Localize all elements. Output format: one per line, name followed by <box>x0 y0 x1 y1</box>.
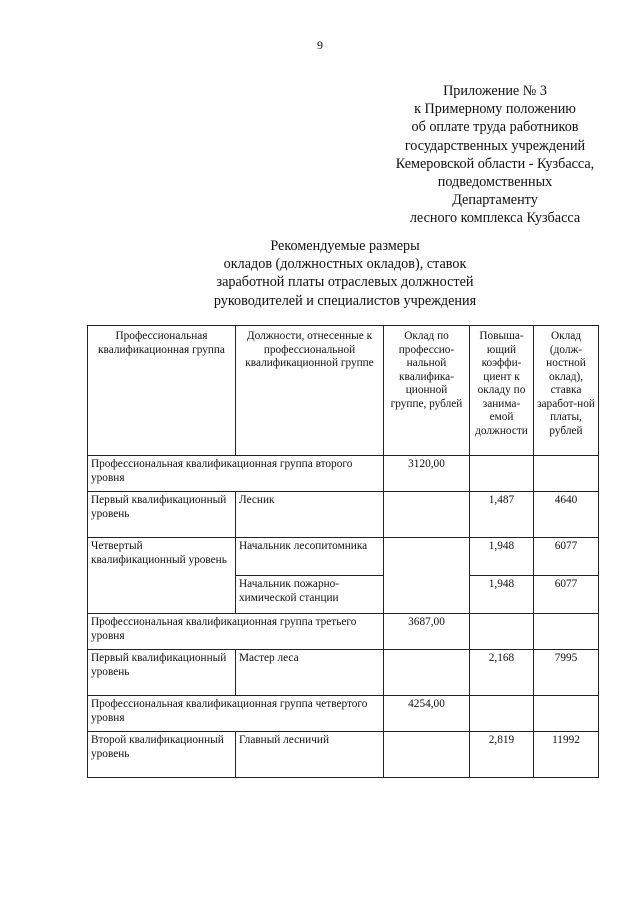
salary-value: 4640 <box>534 492 599 538</box>
empty-cell <box>384 732 470 778</box>
empty-cell <box>534 614 599 650</box>
appendix-line: к Примерному положению <box>414 101 576 118</box>
position-name: Главный лесничий <box>236 732 384 778</box>
header-position-salary: Оклад (долж-ностной оклад), ставка заработ-ной платы, рублей <box>534 326 599 456</box>
salary-table <box>87 325 599 778</box>
empty-cell <box>384 492 470 538</box>
table-row <box>88 492 599 538</box>
appendix-block <box>370 82 620 228</box>
empty-cell <box>384 538 470 614</box>
appendix-line: Кемеровской области - Кузбасса, <box>395 155 595 172</box>
appendix-line: подведомственных <box>437 174 553 191</box>
empty-cell <box>534 696 599 732</box>
title-line: руководителей и специалистов учреждения <box>213 292 477 309</box>
qualification-level: Второй квалификационный уровень <box>88 732 236 778</box>
salary-value: 6077 <box>534 538 599 576</box>
appendix-line: государственных учреждений <box>404 137 586 154</box>
header-positions: Должности, отнесенные к профессиональной квалификационной группе <box>236 326 384 456</box>
position-name: Начальник пожарно-химической станции <box>236 576 384 614</box>
coefficient-value: 1,948 <box>470 538 534 576</box>
appendix-line: Приложение № 3 <box>443 83 547 99</box>
header-base-salary: Оклад по профессио-нальной квалифика-ционной группе, рублей <box>384 326 470 456</box>
appendix-line: Департаменту <box>452 192 538 209</box>
coefficient-value: 2,819 <box>470 732 534 778</box>
empty-cell <box>470 614 534 650</box>
header-coefficient: Повыша-ющий коэффи-циент к окладу по занима-емой должности <box>470 326 534 456</box>
coefficient-value: 2,168 <box>470 650 534 696</box>
group-row-level-3 <box>88 614 599 650</box>
position-name: Мастер леса <box>236 650 384 696</box>
header-qualification-group: Профессиональная квалификационная группа <box>88 326 236 456</box>
group-name: Профессиональная квалификационная группа четвертого уровня <box>88 696 384 732</box>
appendix-line: об оплате труда работников <box>411 119 579 136</box>
group-base-salary: 4254,00 <box>384 696 470 732</box>
coefficient-value: 1,948 <box>470 576 534 614</box>
group-name: Профессиональная квалификационная группа второго уровня <box>88 456 384 492</box>
salary-value: 11992 <box>534 732 599 778</box>
appendix-line: лесного комплекса Кузбасса <box>409 210 581 227</box>
group-base-salary: 3120,00 <box>384 456 470 492</box>
title-line: заработной платы отраслевых должностей <box>216 274 474 291</box>
coefficient-value: 1,487 <box>470 492 534 538</box>
title-line: Рекомендуемые размеры <box>270 238 420 254</box>
qualification-level: Четвертый квалификационный уровень <box>88 538 236 614</box>
group-name: Профессиональная квалификационная группа третьего уровня <box>88 614 384 650</box>
page-number: 9 <box>317 38 323 52</box>
position-name: Лесник <box>236 492 384 538</box>
qualification-level: Первый квалификационный уровень <box>88 650 236 696</box>
group-base-salary: 3687,00 <box>384 614 470 650</box>
qualification-level: Первый квалификационный уровень <box>88 492 236 538</box>
group-row-level-4 <box>88 696 599 732</box>
table-row <box>88 732 599 778</box>
salary-value: 7995 <box>534 650 599 696</box>
table-row <box>88 650 599 696</box>
position-name: Начальник лесопитомника <box>236 538 384 576</box>
empty-cell <box>534 456 599 492</box>
empty-cell <box>470 696 534 732</box>
table-header-row <box>88 326 599 456</box>
table-row <box>88 538 599 576</box>
title-line: окладов (должностных окладов), ставок <box>223 256 467 273</box>
document-title <box>150 237 540 310</box>
empty-cell <box>384 650 470 696</box>
group-row-level-2 <box>88 456 599 492</box>
empty-cell <box>470 456 534 492</box>
salary-value: 6077 <box>534 576 599 614</box>
